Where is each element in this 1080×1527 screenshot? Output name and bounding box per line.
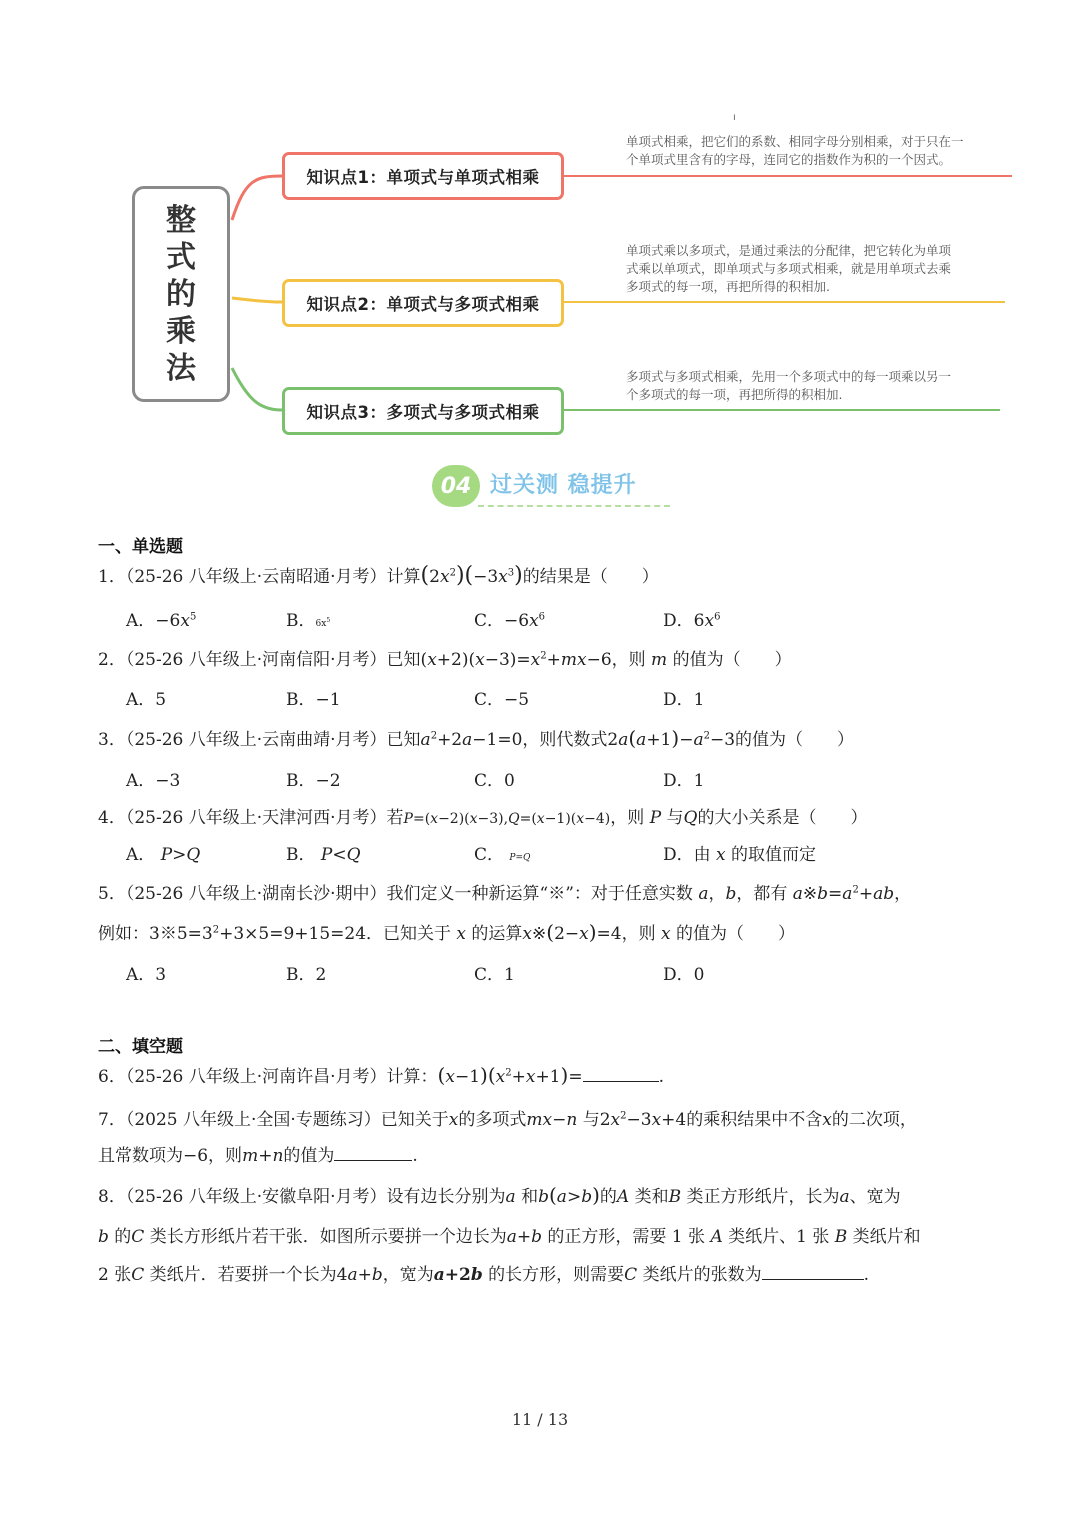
section-badge: 04 (432, 465, 480, 507)
question-7-line-1: 7．（2025 八年级上·全国·专题练习）已知关于x的多项式mx−n 与$2x^2-3x+4$的乘积结果中不含x的二次项， (98, 1110, 917, 1130)
question-5-line-2-suffix: 的值为（ ） (676, 924, 796, 944)
question-7-line-1-mid3: 的乘积结果中不含 (686, 1110, 823, 1130)
q2-option-d[interactable]: D．1 (663, 690, 705, 710)
question-7-line-1-mid: 的多项式 (458, 1110, 527, 1130)
question-3-suffix: 的值为（ ） (735, 730, 855, 750)
question-7-line-1-mid2: 与 (582, 1110, 600, 1130)
knowledge-point-1: 知识点1：单项式与单项式相乘 (282, 152, 564, 200)
desc-line: 个单项式里含有的字母，连同它的指数作为积的一个因式。 (626, 152, 952, 167)
question-7-line-2-suffix: 的值为 (283, 1146, 335, 1166)
root-char: 的 (166, 276, 196, 312)
question-2-suffix: ，则 (611, 650, 646, 670)
root-char: 式 (166, 239, 196, 275)
banner-underline (478, 505, 670, 507)
question-3-prefix: 3．（25-26 八年级上·云南曲靖·月考）已知 (98, 730, 421, 750)
option-label: B． (286, 845, 316, 865)
question-8-line-3: 2 张C 类纸片．若要拼一个长为4a+b，宽为a+2b 的长方形，则需要C 类纸片的张数为 . (98, 1265, 869, 1285)
q1-option-c[interactable]: C．$-6x^6$ (474, 611, 546, 631)
question-5-line-1-prefix: 5．（25-26 八年级上·湖南长沙·期中）我们定义一种新运算“※”：对于任意实数 (98, 884, 693, 904)
question-6-prefix: 6．（25-26 八年级上·河南许昌·月考）计算： (98, 1067, 438, 1087)
desc-line: 多项式与多项式相乘，先用一个多项式中的每一项乘以另一 (626, 369, 952, 384)
q2-option-c[interactable]: C．−5 (474, 690, 530, 710)
mindmap-root (132, 186, 230, 402)
q4-option-a[interactable]: A． P>Q (126, 845, 201, 865)
desc-line: 式乘以单项式，即单项式与多项式相乘，就是用单项式去乘 (626, 261, 952, 276)
knowledge-point-3: 知识点3：多项式与多项式相乘 (282, 387, 564, 435)
q3-option-d[interactable]: D．1 (663, 771, 705, 791)
question-1-prefix: 1．（25-26 八年级上·云南昭通·月考）计算 (98, 567, 421, 587)
question-5-line-2: 例如：$3※5=3^2+3\times 5=9+15=24$．已知关于 x 的运算x※(2−x)=4，则 x 的值为（ ） (98, 920, 796, 944)
answer-blank[interactable] (762, 1265, 864, 1280)
root-char: 乘 (166, 313, 196, 349)
question-8-line-1-mid: 和 (521, 1187, 539, 1207)
knowledge-point-3-desc (626, 368, 1001, 404)
question-8-line-3-suffix: 类纸片的张数为 (642, 1265, 762, 1285)
page-number: 11 / 13 (511, 1410, 569, 1429)
knowledge-point-2-desc (626, 242, 1001, 296)
banner-title: 过关测 稳提升 (490, 473, 637, 498)
option-label: C． (474, 611, 505, 631)
answer-blank[interactable] (583, 1067, 659, 1082)
q3-option-b[interactable]: B．−2 (286, 771, 341, 791)
question-5-line-1: 5．（25-26 八年级上·湖南长沙·期中）我们定义一种新运算“※”：对于任意实数 a，b，都有 $a※b=a^2+ab$， (98, 884, 912, 904)
question-8-line-2-suffix: 类纸片和 (852, 1227, 921, 1247)
question-8-line-3-mid: 类纸片．若要拼一个长为 (149, 1265, 337, 1285)
q1-option-b[interactable]: B．$6x^5$ (286, 611, 331, 631)
question-4-prefix: 4．（25-26 八年级上·天津河西·月考）若 (98, 808, 404, 828)
q5-option-d[interactable]: D．0 (663, 965, 705, 985)
question-5-line-2-mid3: ，则 (621, 924, 656, 944)
question-8-line-2-mid4: 类纸片、1 张 (728, 1227, 830, 1247)
question-5-line-2-mid2: 的运算 (471, 924, 523, 944)
desc-line: 单项式乘以多项式，是通过乘法的分配律，把它转化为单项 (626, 243, 952, 258)
small-mark: ı (733, 112, 736, 123)
q2-option-a[interactable]: A．5 (126, 690, 167, 710)
root-char: 整 (166, 202, 196, 238)
option-label: C． (474, 845, 505, 865)
question-5-line-2-mid: ．已知关于 (366, 924, 452, 944)
root-char: 法 (166, 350, 196, 386)
q2-option-b[interactable]: B．−1 (286, 690, 341, 710)
question-6: 6．（25-26 八年级上·河南许昌·月考）计算：$(x-1)(x^2+x+1)=$ . (98, 1063, 664, 1087)
question-8-line-3-prefix: 2 张 (98, 1265, 132, 1285)
q1-option-a[interactable]: A．$-6x^5$ (126, 611, 197, 631)
question-8-line-2-mid2: 类长方形纸片若干张．如图所示要拼一个边长为 (149, 1227, 507, 1247)
question-8-line-1-mid2: 的 (599, 1187, 617, 1207)
answer-blank[interactable] (334, 1146, 412, 1161)
question-2: 2．（25-26 八年级上·河南信阳·月考）已知$(x+2)(x-3)=x^2+mx-6$，则 m 的值为（ ） (98, 650, 792, 670)
question-3-mid: ，则代数式 (522, 730, 608, 750)
option-text: 的取值而定 (731, 845, 817, 865)
question-1-suffix: 的结果是（ ） (522, 567, 659, 587)
q4-option-c[interactable]: C． P=Q (474, 845, 531, 865)
question-4-mid: ，则 (610, 808, 645, 828)
section-title-single-choice: 一、单选题 (98, 537, 183, 557)
question-8-line-3-mid3: 的长方形，则需要 (488, 1265, 625, 1285)
question-4-mid2: 与 (666, 808, 684, 828)
question-8-line-2: b 的C 类长方形纸片若干张．如图所示要拼一个边长为a+b 的正方形，需要 1 张 A 类纸片、1 张 B 类纸片和 (98, 1227, 921, 1247)
question-8-line-1-mid3: 类和 (634, 1187, 669, 1207)
question-7-line-1-suffix: 的二次项， (831, 1110, 917, 1130)
question-8-line-2-mid3: 的正方形，需要 1 张 (547, 1227, 706, 1247)
question-5-line-1-mid: ，都有 (736, 884, 788, 904)
q5-option-a[interactable]: A．3 (126, 965, 167, 985)
question-7-line-1-prefix: 7．（2025 八年级上·全国·专题练习）已知关于 (98, 1110, 449, 1130)
q4-option-d[interactable]: D．由 x 的取值而定 (663, 845, 817, 865)
knowledge-point-1-desc (626, 133, 1001, 169)
knowledge-point-2: 知识点2：单项式与多项式相乘 (282, 279, 564, 327)
question-2-prefix: 2．（25-26 八年级上·河南信阳·月考）已知 (98, 650, 421, 670)
option-label: A． (126, 611, 156, 631)
option-label: A． (126, 845, 156, 865)
q1-option-d[interactable]: D．$6x^6$ (663, 611, 721, 631)
q3-option-c[interactable]: C．0 (474, 771, 515, 791)
desc-line: 单项式相乘，把它们的系数、相同字母分别相乘，对于只在一 (626, 134, 964, 149)
question-8-line-2-mid: 的 (114, 1227, 132, 1247)
desc-line: 多项式的每一项，再把所得的积相加. (626, 279, 830, 294)
option-label: B． (286, 611, 316, 631)
q5-option-b[interactable]: B．2 (286, 965, 327, 985)
option-label: D． (663, 611, 694, 631)
question-7-line-2: 且常数项为−6，则m+n的值为 . (98, 1146, 418, 1166)
question-4-suffix: 的大小关系是（ ） (697, 808, 868, 828)
question-8-line-1-mid5: 、宽为 (849, 1187, 901, 1207)
question-7-line-2-prefix: 且常数项为−6，则 (98, 1146, 243, 1166)
question-8-line-3-mid2: ，宽为 (382, 1265, 434, 1285)
question-8-line-1: 8．（25-26 八年级上·安徽阜阳·月考）设有边长分别为a 和b(a>b)的A 类和B 类正方形纸片，长为a、宽为 (98, 1183, 901, 1207)
question-2-suffix2: 的值为（ ） (672, 650, 792, 670)
question-3: 3．（25-26 八年级上·云南曲靖·月考）已知$a^2+2a-1=0$，则代数式$2a(a+1)-a^2-3$的值为（ ） (98, 726, 855, 750)
option-label: D．由 (663, 845, 711, 865)
question-5-line-2-prefix: 例如： (98, 924, 149, 944)
question-4: 4．（25-26 八年级上·天津河西·月考）若P=(x−2)(x−3),Q=(x−1)(x−4)，则 P 与Q的大小关系是（ ） (98, 808, 868, 828)
q4-option-b[interactable]: B． P<Q (286, 845, 361, 865)
q5-option-c[interactable]: C．1 (474, 965, 515, 985)
q3-option-a[interactable]: A．−3 (126, 771, 181, 791)
desc-line: 个多项式的每一项，再把所得的积相加. (626, 387, 843, 402)
section-title-fill-blank: 二、填空题 (98, 1037, 183, 1057)
question-8-line-1-mid4: 类正方形纸片，长为 (686, 1187, 840, 1207)
question-8-line-1-prefix: 8．（25-26 八年级上·安徽阜阳·月考）设有边长分别为 (98, 1187, 506, 1207)
question-1: 1．（25-26 八年级上·云南昭通·月考）计算$(2x^2)(-3x^3)$的结果是（ ） (98, 563, 659, 588)
